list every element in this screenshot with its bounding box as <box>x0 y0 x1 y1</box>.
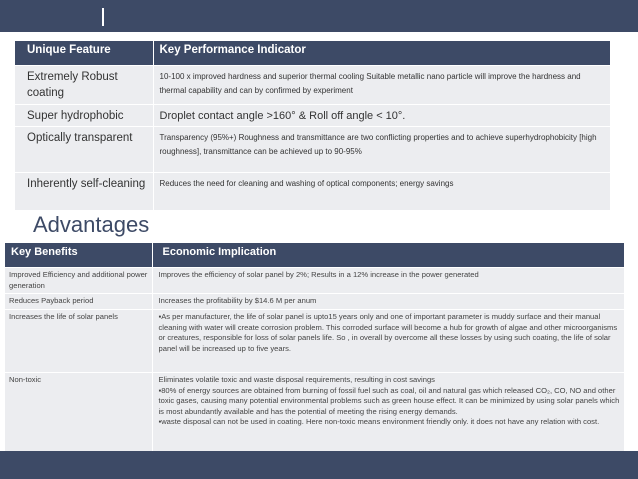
kpi-cell: 10-100 x improved hardness and superior thermal cooling Suitable metallic nano particle will improve the hardness and thermal capability and can by confirmed by experiment <box>153 66 610 105</box>
implication-cell <box>152 373 624 453</box>
benefit-cell: Improved Efficiency and additional power generation <box>5 268 152 294</box>
implication-text: ▪As per manufacturer, the life of solar panel is upto15 years only and one of important parameter is muddy surface and their manual cleaning with water will create corrosion problem. This corroded surface will become a hub for growth of algae and other microorganisms or creatures, responsible for loss of solar panels life. So , in overall by overcome all these losses by using such coating, the life of solar panel will be increased up to five years. <box>158 312 618 353</box>
top-bar <box>0 0 638 32</box>
header-economic-implication: Economic Implication <box>152 243 624 268</box>
table-row <box>5 310 624 373</box>
table-row <box>5 268 624 294</box>
header-kpi: Key Performance Indicator <box>153 41 610 66</box>
top-bar-divider <box>102 8 104 26</box>
feature-table-header <box>15 41 610 66</box>
implication-text: Eliminates volatile toxic and waste disposal requirements, resulting in cost savings <box>158 375 435 384</box>
benefits-table-header <box>5 243 624 268</box>
benefits-table <box>5 243 624 453</box>
table-row <box>15 173 610 210</box>
implication-cell <box>152 268 624 294</box>
table-row <box>15 66 610 105</box>
table-row <box>5 373 624 453</box>
bottom-bar <box>0 451 638 479</box>
kpi-cell: Droplet contact angle >160° & Roll off angle < 10°. <box>153 105 610 127</box>
feature-cell: Inherently self-cleaning <box>15 173 153 210</box>
table-row <box>15 105 610 127</box>
table-row <box>15 127 610 173</box>
feature-table <box>15 41 610 210</box>
implication-text: Improves the efficiency of solar panel by 2%; Results in a 12% increase in the power generated <box>158 270 479 279</box>
header-unique-feature: Unique Feature <box>15 41 153 66</box>
feature-cell: Optically transparent <box>15 127 153 173</box>
implication-cell <box>152 294 624 310</box>
kpi-cell: Transparency (95%+) Roughness and transmittance are two conflicting properties and to achieve superhydrophobicity [high roughness], transmittance can be achieved up to 90-95% <box>153 127 610 173</box>
implication-text: Increases the profitability by $14.6 M per anum <box>158 296 317 305</box>
feature-cell: Super hydrophobic <box>15 105 153 127</box>
implication-text: ▪waste disposal can not be used in coating. Here non-toxic means environment friendly only. it does not have any relation with cost. <box>158 417 600 426</box>
advantages-heading: Advantages <box>33 212 150 237</box>
kpi-cell: Reduces the need for cleaning and washing of optical components; energy savings <box>153 173 610 210</box>
table-row <box>5 294 624 310</box>
feature-cell: Extremely Robust coating <box>15 66 153 105</box>
implication-text: ▪80% of energy sources are obtained from burning of fossil fuel such as coal, oil and natural gas which released CO₂, CO, NO and other toxic gases, causing many potential environmental problems such as green house effect. It can be minimized by using solar panels which is most abundantly available and has the potential of meeting the rising energy demands. <box>158 385 620 416</box>
header-key-benefits: Key Benefits <box>5 243 152 268</box>
benefit-cell: Increases the life of solar panels <box>5 310 152 373</box>
benefit-cell: Non-toxic <box>5 373 152 453</box>
implication-cell <box>152 310 624 373</box>
benefit-cell: Reduces Payback period <box>5 294 152 310</box>
